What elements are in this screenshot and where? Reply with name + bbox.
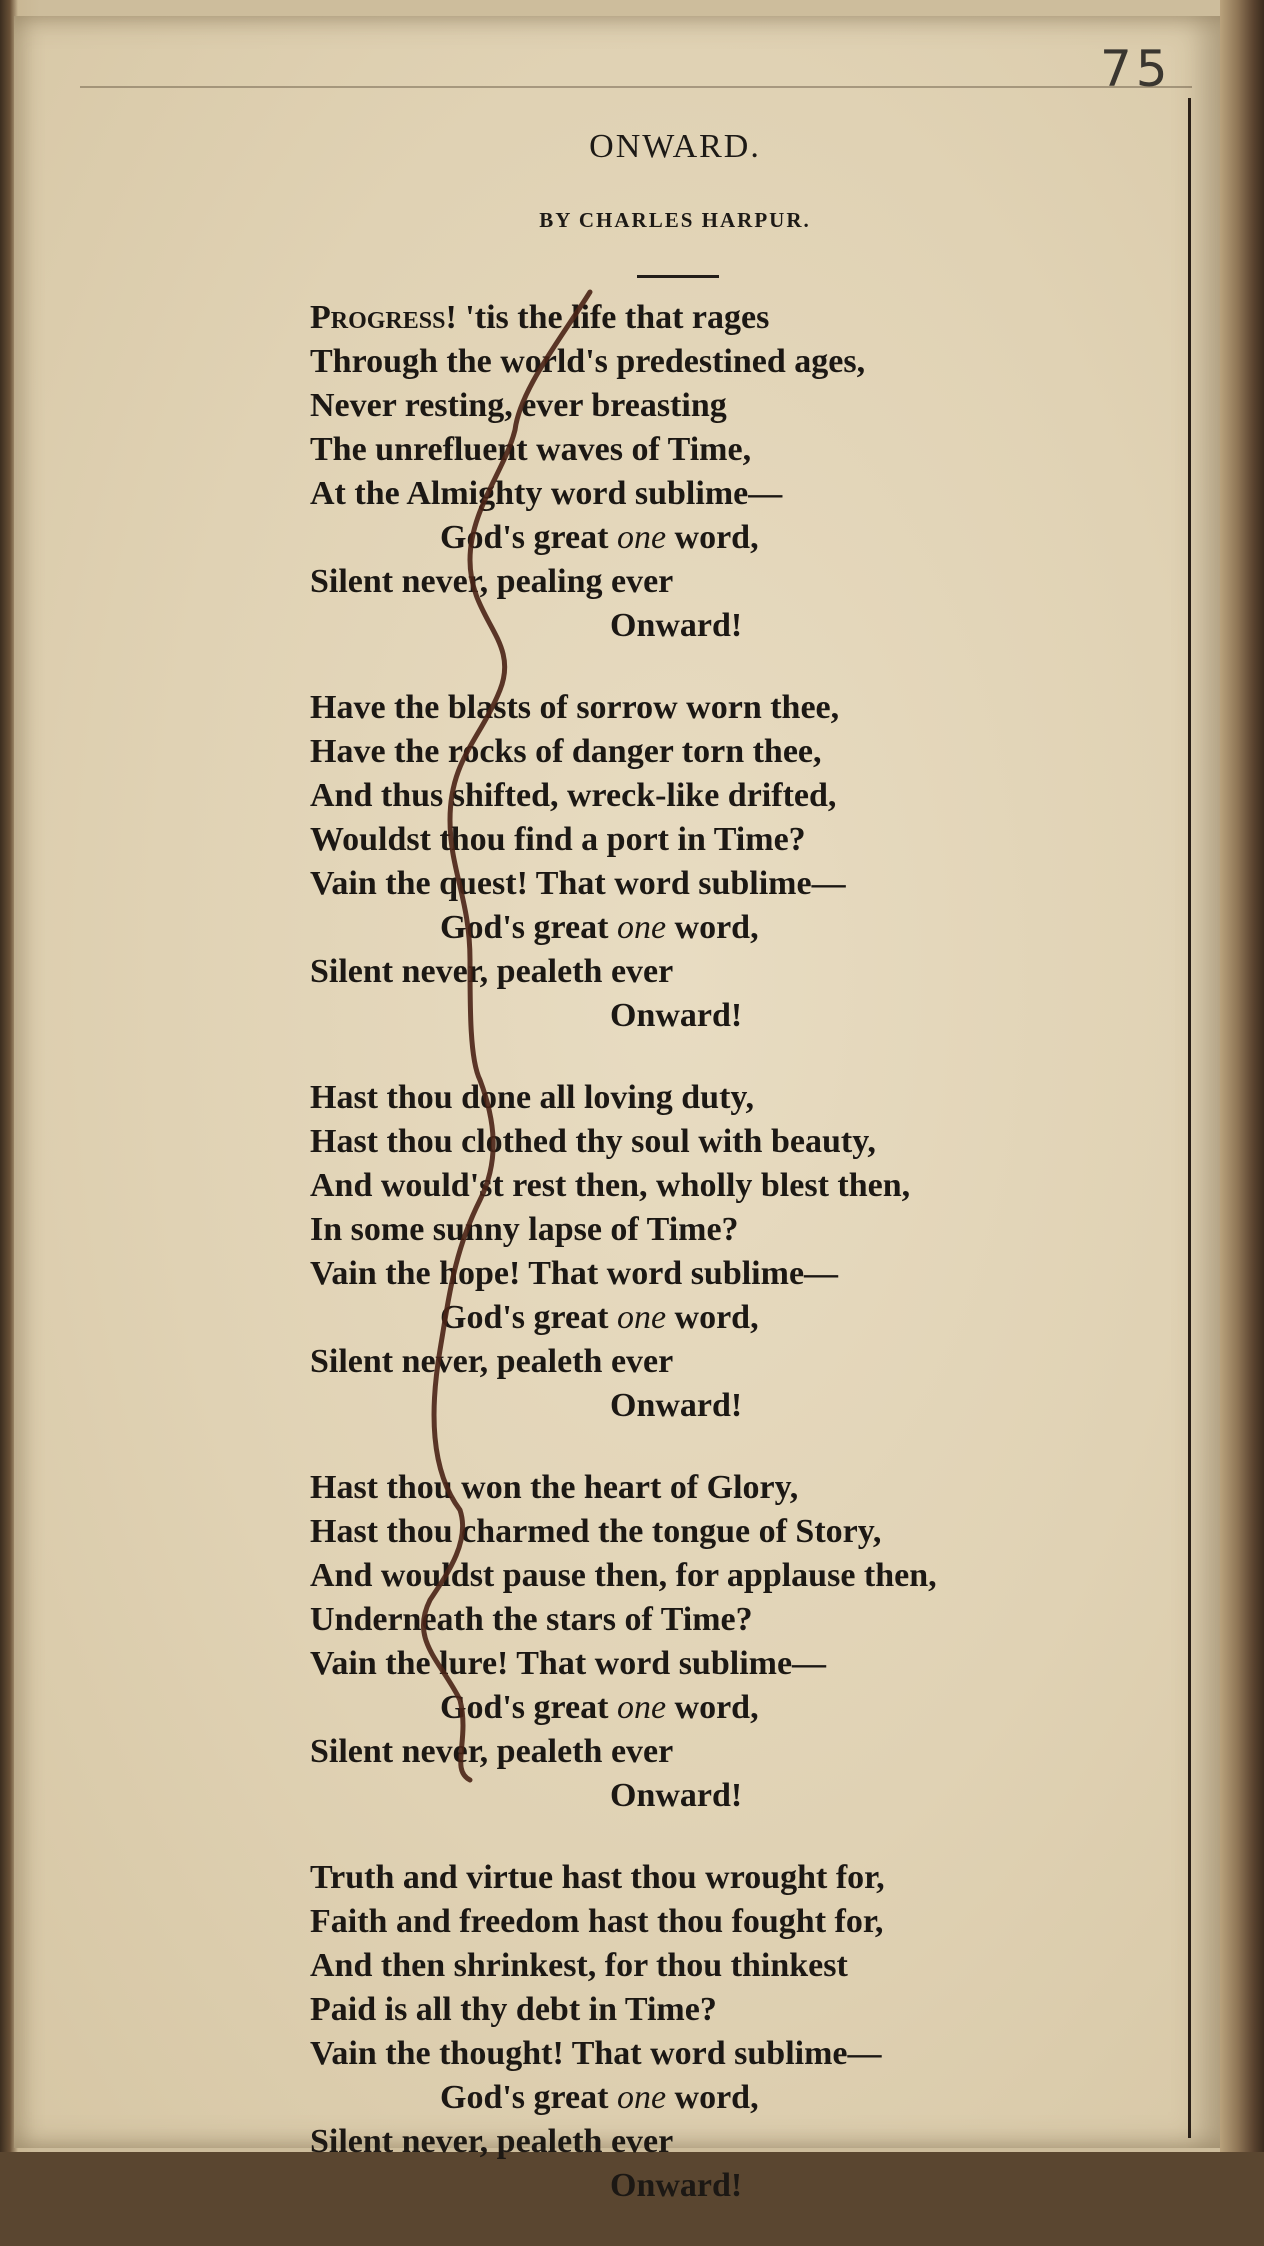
- poem-line: [310, 516, 1170, 560]
- poem-line: [310, 1988, 1170, 2032]
- line-text: Have the rocks of danger torn thee,: [310, 733, 822, 770]
- poem-line: [310, 2076, 1170, 2120]
- italic-word: one: [616, 1299, 667, 1336]
- poem-body: [310, 296, 1170, 2246]
- poem-line: [310, 862, 1170, 906]
- line-text: word,: [666, 1299, 759, 1336]
- poem-line: [310, 604, 1170, 648]
- stanza: [310, 1856, 1170, 2208]
- italic-word: one: [616, 909, 667, 946]
- poem-line: [310, 2120, 1170, 2164]
- line-text-lead: God's great: [440, 519, 617, 556]
- poem-line: [310, 730, 1170, 774]
- line-text: word,: [666, 1689, 759, 1726]
- line-text: At the Almighty word sublime—: [310, 475, 783, 512]
- poem-line: [310, 1598, 1170, 1642]
- poem-line: [310, 2164, 1170, 2208]
- poem-line: [310, 950, 1170, 994]
- poem-line: [310, 560, 1170, 604]
- poem-line: [310, 1554, 1170, 1598]
- line-text: Onward!: [610, 2167, 743, 2204]
- line-text: word,: [666, 909, 759, 946]
- line-text: word,: [666, 2079, 759, 2116]
- poem-line: [310, 472, 1170, 516]
- stanza: [310, 1076, 1170, 1428]
- line-text: Vain the thought! That word sublime—: [310, 2035, 882, 2072]
- line-text: Vain the quest! That word sublime—: [310, 865, 846, 902]
- line-text: Onward!: [610, 1777, 743, 1814]
- poem-line: [310, 1642, 1170, 1686]
- line-text-lead: God's great: [440, 909, 617, 946]
- line-text: Faith and freedom hast thou fought for,: [310, 1903, 884, 1940]
- poem-line: [310, 686, 1170, 730]
- right-border-rule: [1188, 98, 1191, 2138]
- line-text: Have the blasts of sorrow worn thee,: [310, 689, 840, 726]
- poem-line: [310, 2032, 1170, 2076]
- italic-word: one: [616, 2079, 667, 2116]
- line-text: Onward!: [610, 607, 743, 644]
- poem-line: [310, 1384, 1170, 1428]
- page-edge: [1220, 0, 1264, 2152]
- line-text: Underneath the stars of Time?: [310, 1601, 753, 1638]
- line-text-lead: God's great: [440, 1299, 617, 1336]
- poem-line: [310, 1686, 1170, 1730]
- line-text: Silent never, pealeth ever: [310, 953, 674, 990]
- poem-line: [310, 1120, 1170, 1164]
- line-text: Wouldst thou find a port in Time?: [310, 821, 806, 858]
- poem-line: [310, 1900, 1170, 1944]
- poem-line: [310, 1296, 1170, 1340]
- line-text: And wouldst pause then, for applause then,: [310, 1557, 937, 1594]
- line-text: Silent never, pealeth ever: [310, 1343, 674, 1380]
- stanza: [310, 296, 1170, 648]
- poem-line: [310, 1730, 1170, 1774]
- poem-title: ONWARD.: [589, 128, 761, 165]
- line-text: Silent never, pealeth ever: [310, 2123, 674, 2160]
- poem-line: [310, 1076, 1170, 1120]
- line-text: Onward!: [610, 997, 743, 1034]
- poem-byline: BY CHARLES HARPUR.: [539, 208, 811, 232]
- stanza: [310, 1466, 1170, 1818]
- line-text: Hast thou clothed thy soul with beauty,: [310, 1123, 876, 1160]
- poem-line: [310, 994, 1170, 1038]
- italic-word: one: [616, 519, 667, 556]
- poem-line: [310, 1944, 1170, 1988]
- line-text: In some sunny lapse of Time?: [310, 1211, 739, 1248]
- line-text: ! 'tis the life that rages: [445, 299, 770, 336]
- line-text: Truth and virtue hast thou wrought for,: [310, 1859, 885, 1896]
- line-text: Vain the hope! That word sublime—: [310, 1255, 839, 1292]
- line-text-lead: God's great: [440, 1689, 617, 1726]
- poem-line: [310, 428, 1170, 472]
- poem-line: [310, 906, 1170, 950]
- line-text: And thus shifted, wreck-like drifted,: [310, 777, 837, 814]
- poem-line: [310, 1774, 1170, 1818]
- title-rule: [637, 275, 719, 278]
- italic-word: one: [616, 1689, 667, 1726]
- poem-line: [310, 340, 1170, 384]
- top-margin-line: [80, 86, 1192, 88]
- poem-line: [310, 1466, 1170, 1510]
- line-text: Onward!: [610, 1387, 743, 1424]
- line-text: Hast thou done all loving duty,: [310, 1079, 755, 1116]
- poem-line: [310, 1164, 1170, 1208]
- poem-line: [310, 1340, 1170, 1384]
- line-text: Paid is all thy debt in Time?: [310, 1991, 717, 2028]
- line-text: Silent never, pealing ever: [310, 563, 674, 600]
- line-text: And would'st rest then, wholly blest then,: [310, 1167, 911, 1204]
- line-text: word,: [666, 519, 759, 556]
- poem-line: [310, 1856, 1170, 1900]
- line-text: Never resting, ever breasting: [310, 387, 727, 424]
- poem-line: [310, 296, 1170, 340]
- poem-line: [310, 818, 1170, 862]
- line-text: Hast thou charmed the tongue of Story,: [310, 1513, 882, 1550]
- line-text: Vain the lure! That word sublime—: [310, 1645, 827, 1682]
- poem-line: [310, 384, 1170, 428]
- poem-line: [310, 1252, 1170, 1296]
- small-caps-word: Progress: [310, 299, 446, 336]
- line-text: And then shrinkest, for thou thinkest: [310, 1947, 848, 1984]
- poem-line: [310, 1208, 1170, 1252]
- stanza: [310, 686, 1170, 1038]
- line-text-lead: God's great: [440, 2079, 617, 2116]
- line-text: The unrefluent waves of Time,: [310, 431, 752, 468]
- line-text: Through the world's predestined ages,: [310, 343, 866, 380]
- page-number: 75: [1100, 40, 1172, 98]
- poem-line: [310, 1510, 1170, 1554]
- line-text: Silent never, pealeth ever: [310, 1733, 674, 1770]
- poem-line: [310, 774, 1170, 818]
- line-text: Hast thou won the heart of Glory,: [310, 1469, 799, 1506]
